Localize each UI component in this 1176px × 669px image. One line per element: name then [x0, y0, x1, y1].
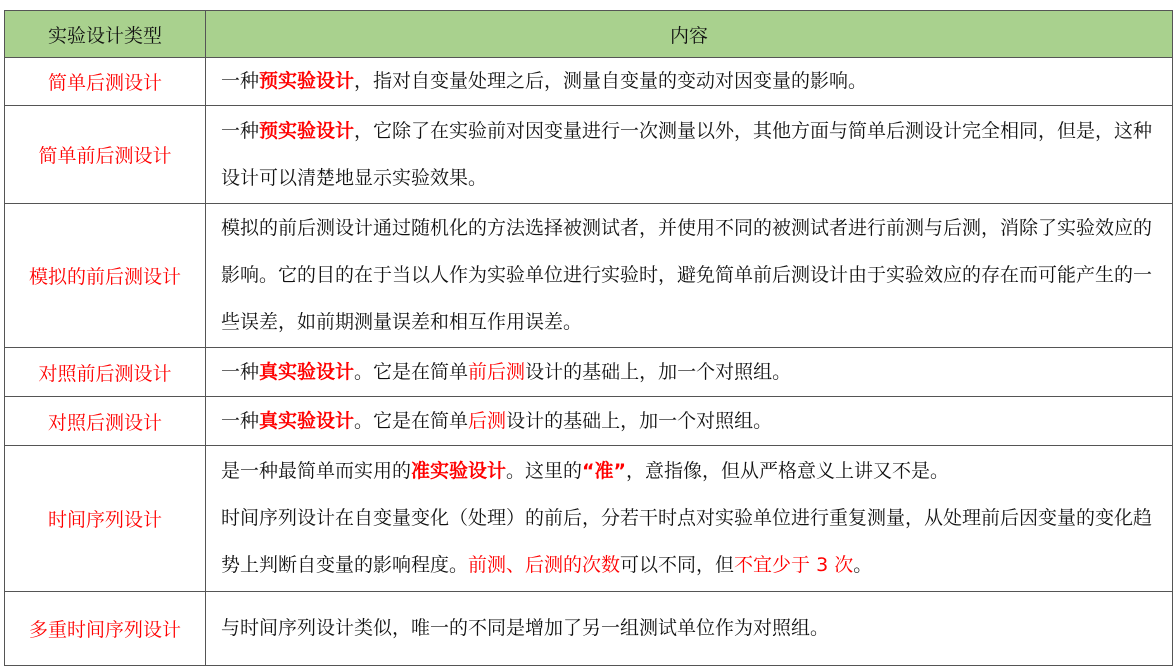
table-header-row	[5, 11, 1173, 58]
content-text: 。这里的	[506, 460, 583, 482]
row-type: 时间序列设计	[5, 446, 206, 592]
content-text: 。它是在简单	[354, 360, 469, 383]
highlight-text: 准实验设计	[411, 460, 507, 482]
row-content	[206, 58, 1173, 106]
highlight-text: 真实验设计	[259, 409, 355, 432]
table-row	[5, 397, 1173, 446]
content-text: 设计的基础上，加一个对照组。	[525, 360, 792, 383]
row-content	[206, 204, 1173, 348]
table-row	[5, 204, 1173, 348]
content-text: 模拟的前后测设计通过随机化的方法选择被测试者，并使用不同的被测试者进行前测与后测，消除了实验效应的影响。它的目的在于当以人作为实验单位进行实验时，避免简单前后测设计由于实验效应的存在而可能产生的一些误差，如前期测量误差和相互作用误差。	[221, 217, 1153, 333]
content-text: 时间序列设计在自变量变化（处理）的前后，分若干时点对实验单位进行重复测量，从处理前后因变量的变化趋势上判断自变量的影响程度。	[221, 507, 1153, 576]
highlight-text: 前后测	[468, 360, 526, 383]
content-text: 与时间序列设计类似，唯一的不同是增加了另一组测试单位作为对照组。	[221, 617, 830, 639]
row-content	[206, 106, 1173, 204]
highlight-text: 不宜少于 3 次	[734, 554, 854, 576]
highlight-text: 后测	[468, 409, 507, 432]
content-text: 设计的基础上，加一个对照组。	[506, 409, 773, 432]
highlight-text: 预实验设计	[259, 70, 355, 92]
content-text: ，意指像，但从严格意义上讲又不是。	[626, 460, 950, 482]
content-text: ，它除了在实验前对因变量进行一次测量以外，其他方面与简单后测设计完全相同，但是，这种设计可以清楚地显示实验效果。	[221, 119, 1153, 189]
row-content	[206, 348, 1173, 397]
content-text: 。它是在简单	[354, 409, 469, 432]
row-content	[206, 592, 1173, 666]
content-text: 。	[853, 554, 873, 576]
header-content: 内容	[206, 11, 1173, 58]
table-row	[5, 348, 1173, 397]
table-row	[5, 106, 1173, 204]
content-text: 是一种最简单而实用的	[221, 460, 412, 482]
row-type: 对照前后测设计	[5, 348, 206, 397]
row-type: 多重时间序列设计	[5, 592, 206, 666]
row-type: 简单前后测设计	[5, 106, 206, 204]
table-row	[5, 592, 1173, 666]
design-types-table	[4, 10, 1173, 666]
table-row	[5, 58, 1173, 106]
header-type: 实验设计类型	[5, 11, 206, 58]
highlight-text: 前测、后测的次数	[468, 554, 621, 576]
row-type: 对照后测设计	[5, 397, 206, 446]
row-content	[206, 446, 1173, 592]
content-text: 一种	[221, 360, 260, 383]
content-text: 可以不同，但	[620, 554, 735, 576]
row-type: 简单后测设计	[5, 58, 206, 106]
row-content	[206, 397, 1173, 446]
content-text: ，指对自变量处理之后，测量自变量的变动对因变量的影响。	[354, 70, 868, 92]
highlight-text: 预实验设计	[259, 119, 355, 142]
row-type: 模拟的前后测设计	[5, 204, 206, 348]
highlight-text: 真实验设计	[259, 360, 355, 383]
highlight-text: “准”	[582, 460, 627, 482]
content-text: 一种	[221, 409, 260, 432]
content-text: 一种	[221, 119, 260, 142]
content-text: 一种	[221, 70, 260, 92]
table-row	[5, 446, 1173, 592]
